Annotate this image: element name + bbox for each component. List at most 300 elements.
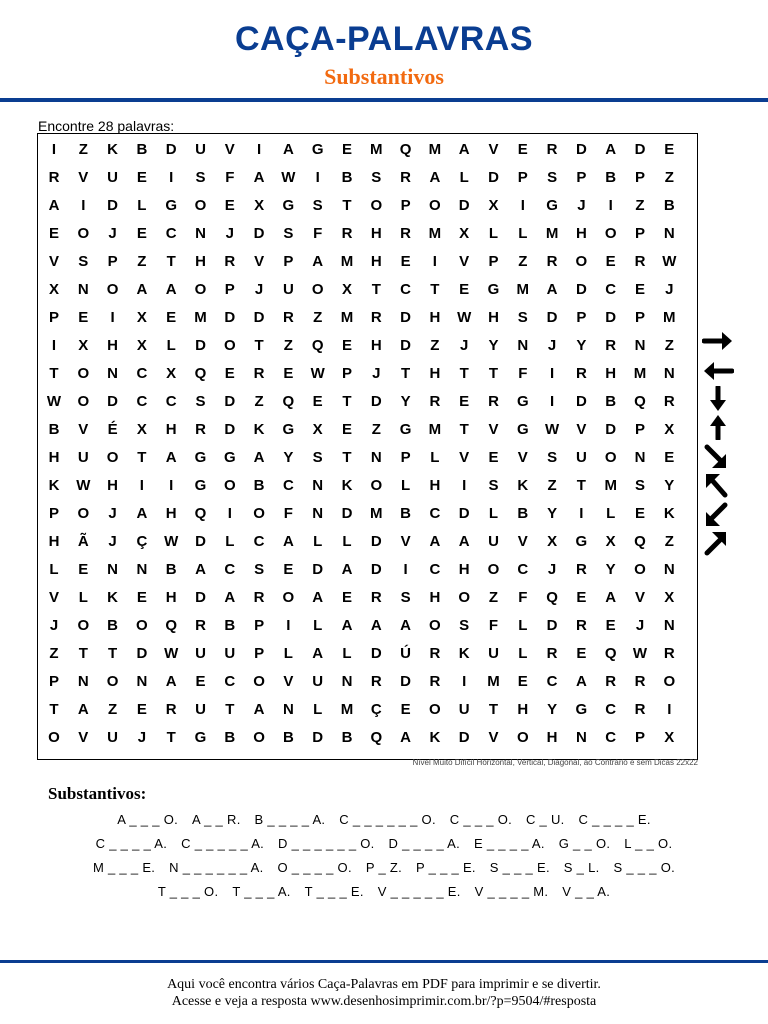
grid-letter: B: [224, 617, 236, 634]
grid-letter: Z: [108, 701, 118, 718]
grid-letter: E: [459, 393, 470, 410]
clue-row: [0, 884, 768, 899]
grid-letter: S: [78, 253, 89, 270]
grid-letter: U: [77, 449, 89, 466]
grid-letter: U: [195, 701, 206, 718]
grid-letter: X: [136, 309, 147, 326]
grid-letter: P: [48, 505, 59, 522]
grid-letter: N: [107, 365, 119, 382]
grid-letter: R: [429, 673, 441, 690]
grid-letter: A: [312, 253, 324, 270]
grid-letter: U: [312, 673, 324, 690]
grid-letter: C: [165, 225, 177, 242]
grid-letter: K: [429, 729, 441, 746]
grid-letter: E: [400, 253, 411, 270]
grid-letter: E: [166, 309, 177, 326]
grid-letter: O: [223, 337, 236, 354]
grid-letter: G: [575, 701, 588, 718]
grid-letter: U: [107, 729, 119, 746]
grid-letter: V: [459, 253, 470, 270]
grid-letter: K: [458, 645, 470, 662]
grid-letter: C: [429, 561, 441, 578]
grid-letter: R: [400, 225, 412, 242]
grid-letter: C: [165, 393, 177, 410]
grid-letter: W: [281, 169, 296, 186]
grid-letter: J: [665, 281, 674, 298]
grid-letter: R: [663, 645, 675, 662]
arrow-up-left-icon: [702, 472, 734, 498]
grid-letter: J: [49, 617, 59, 634]
grid-letter: I: [286, 617, 291, 634]
grid-letter: Y: [664, 477, 675, 494]
grid-letter: C: [253, 533, 265, 550]
clue: T _ _ _ E.: [304, 884, 364, 899]
grid-letter: C: [136, 393, 148, 410]
grid-letter: R: [253, 365, 265, 382]
grid-letter: J: [460, 337, 469, 354]
grid-letter: Y: [488, 337, 499, 354]
grid-letter: A: [136, 281, 148, 298]
grid-letter: R: [370, 673, 382, 690]
grid-letter: I: [139, 477, 144, 494]
grid-letter: Q: [194, 505, 207, 522]
grid-letter: N: [282, 701, 294, 718]
grid-letter: B: [341, 169, 353, 186]
grid-letter: D: [107, 197, 119, 214]
grid-letter: E: [459, 281, 470, 298]
grid-letter: M: [545, 225, 559, 242]
grid-letter: P: [400, 449, 411, 466]
clue: O _ _ _ _ O.: [277, 860, 352, 875]
grid-letter: B: [517, 505, 529, 522]
footer-line-1: Aqui você encontra vários Caça-Palavras em PDF para imprimir e se divertir.: [167, 977, 601, 992]
grid-letter: S: [547, 169, 558, 186]
clue-row: [0, 860, 768, 875]
grid-letter: R: [400, 169, 412, 186]
grid-letter: S: [371, 169, 382, 186]
grid-letter: E: [136, 701, 147, 718]
arrow-down-right-icon: [702, 444, 734, 470]
grid-letter: Q: [604, 645, 617, 662]
grid-letter: E: [224, 365, 235, 382]
grid-letter: E: [634, 505, 645, 522]
grid-letter: A: [165, 281, 177, 298]
clue: L _ _ O.: [624, 836, 673, 851]
grid-letter: D: [605, 421, 617, 438]
grid-letter: X: [166, 365, 177, 382]
grid-letter: D: [253, 309, 265, 326]
grid-letter: M: [633, 365, 647, 382]
grid-letter: Z: [254, 393, 264, 410]
grid-letter: H: [165, 505, 177, 522]
grid-letter: X: [664, 729, 675, 746]
arrow-up-icon: [702, 414, 734, 440]
grid-letter: P: [576, 169, 587, 186]
grid-letter: R: [575, 365, 587, 382]
grid-letter: A: [253, 169, 265, 186]
grid-letter: T: [137, 449, 147, 466]
grid-letter: K: [341, 477, 353, 494]
grid-letter: V: [48, 589, 59, 606]
grid-letter: Z: [547, 477, 557, 494]
grid-letter: I: [403, 561, 408, 578]
grid-letter: H: [370, 337, 382, 354]
grid-letter: V: [517, 449, 528, 466]
clue-row: [0, 812, 768, 827]
grid-letter: Ã: [77, 533, 89, 550]
grid-letter: W: [632, 645, 648, 662]
clue: C _ _ _ O.: [449, 812, 513, 827]
grid-letter: O: [223, 477, 236, 494]
grid-letter: S: [312, 197, 323, 214]
grid-letter: W: [164, 533, 179, 550]
grid-letter: O: [106, 673, 119, 690]
grid-letter: P: [283, 253, 294, 270]
grid-letter: Ú: [400, 645, 412, 662]
clue: A _ _ R.: [191, 812, 241, 827]
grid-letter: E: [341, 337, 352, 354]
grid-letter: L: [430, 449, 440, 466]
grid-letter: O: [77, 225, 90, 242]
grid-letter: H: [429, 477, 441, 494]
grid-letter: D: [224, 393, 236, 410]
grid-letter: Z: [313, 309, 323, 326]
grid-letter: W: [662, 253, 677, 270]
grid-letter: X: [664, 589, 675, 606]
grid-letter: Q: [370, 729, 383, 746]
grid-letter: B: [605, 393, 617, 410]
grid-letter: O: [106, 449, 119, 466]
grid-letter: E: [312, 393, 323, 410]
grid-letter: P: [341, 365, 352, 382]
grid-letter: L: [488, 225, 499, 242]
grid-letter: H: [48, 533, 60, 550]
grid-letter: E: [78, 309, 89, 326]
grid-letter: W: [310, 365, 325, 382]
grid-letter: O: [575, 253, 588, 270]
grid-letter: E: [224, 197, 235, 214]
grid-letter: G: [311, 141, 324, 158]
grid-letter: E: [341, 141, 352, 158]
grid-letter: T: [342, 197, 352, 214]
grid-letter: D: [312, 729, 324, 746]
grid-letter: L: [137, 197, 147, 214]
grid-letter: L: [342, 533, 352, 550]
clue: C _ U.: [525, 812, 565, 827]
grid-letter: Q: [634, 533, 646, 550]
grid-letter: L: [313, 617, 323, 634]
grid-letter: J: [577, 197, 586, 214]
grid-letter: E: [517, 141, 528, 158]
grid-letter: O: [106, 281, 119, 298]
grid-letter: O: [458, 589, 471, 606]
grid-letter: K: [517, 477, 529, 494]
grid-letter: D: [400, 673, 412, 690]
grid-letter: U: [107, 169, 119, 186]
grid-letter: A: [341, 617, 353, 634]
grid-letter: D: [458, 729, 470, 746]
grid-letter: H: [107, 337, 119, 354]
grid-letter: O: [48, 729, 60, 746]
grid-letter: Z: [664, 533, 674, 550]
grid-letter: R: [605, 337, 617, 354]
grid-letter: M: [428, 141, 442, 158]
grid-letter: G: [575, 533, 588, 550]
grid-letter: D: [136, 645, 148, 662]
grid-letter: D: [546, 617, 558, 634]
grid-letter: H: [165, 589, 177, 606]
grid-letter: G: [546, 197, 558, 214]
grid-letter: J: [254, 281, 264, 298]
grid-letter: X: [664, 421, 675, 438]
clue: C _ _ _ _ E.: [578, 812, 651, 827]
grid-letter: I: [520, 197, 525, 214]
grid-letter: V: [254, 253, 265, 270]
grid-letter: O: [604, 449, 617, 466]
grid-letter: A: [605, 141, 617, 158]
grid-letter: E: [136, 169, 147, 186]
grid-letter: D: [370, 561, 382, 578]
grid-letter: M: [370, 141, 383, 158]
grid-letter: T: [108, 645, 118, 662]
grid-letter: T: [459, 421, 469, 438]
grid-letter: L: [49, 561, 59, 578]
grid-letter: F: [518, 589, 528, 606]
grid-letter: H: [458, 561, 470, 578]
grid-letter: I: [51, 337, 57, 354]
grid-letter: C: [517, 561, 529, 578]
grid-letter: E: [78, 561, 89, 578]
grid-letter: H: [429, 365, 441, 382]
grid-letter: O: [136, 617, 148, 634]
grid-letter: L: [225, 533, 235, 550]
grid-letter: R: [429, 645, 441, 662]
grid-letter: T: [430, 281, 440, 298]
grid-letter: R: [546, 141, 558, 158]
grid-letter: K: [253, 421, 265, 438]
grid-letter: E: [576, 589, 587, 606]
grid-letter: Y: [576, 337, 587, 354]
grid-letter: T: [576, 477, 586, 494]
clue: T _ _ _ A.: [232, 884, 291, 899]
grid-letter: O: [282, 589, 295, 606]
grid-letter: T: [488, 365, 499, 382]
instructions: Encontre 28 palavras:: [38, 118, 175, 134]
arrow-down-icon: [702, 386, 734, 412]
grid-letter: Q: [311, 337, 324, 354]
grid-letter: J: [137, 729, 147, 746]
grid-letter: E: [517, 673, 528, 690]
grid-letter: R: [488, 393, 499, 410]
grid-letter: R: [605, 673, 617, 690]
grid-letter: S: [195, 169, 206, 186]
grid-letter: A: [341, 561, 353, 578]
grid-letter: U: [458, 701, 470, 718]
clue: D _ _ _ _ _ _ O.: [278, 836, 375, 851]
grid-letter: O: [429, 617, 441, 634]
grid-letter: N: [195, 225, 206, 242]
grid-letter: W: [46, 393, 62, 410]
grid-letter: B: [663, 197, 675, 214]
grid-letter: F: [225, 169, 235, 186]
clue: C _ _ _ _ _ A.: [181, 836, 265, 851]
grid-letter: B: [282, 729, 294, 746]
grid-letter: O: [516, 729, 529, 746]
grid-letter: L: [518, 617, 528, 634]
grid-letter: N: [663, 617, 675, 634]
grid-letter: E: [400, 701, 411, 718]
grid-letter: Z: [137, 253, 147, 270]
grid-letter: R: [546, 253, 558, 270]
grid-letter: G: [516, 421, 529, 438]
grid-letter: H: [517, 701, 529, 718]
grid-letter: O: [77, 365, 90, 382]
grid-letter: A: [575, 673, 587, 690]
grid-letter: X: [341, 281, 352, 298]
grid-letter: O: [77, 505, 90, 522]
grid-letter: M: [340, 701, 354, 718]
grid-letter: C: [605, 701, 617, 718]
clue: N _ _ _ _ _ _ A.: [169, 860, 264, 875]
grid-letter: E: [136, 589, 147, 606]
grid-letter: M: [663, 309, 676, 326]
grid-letter: S: [195, 393, 206, 410]
grid-letter: W: [545, 421, 560, 438]
grid-letter: D: [195, 533, 206, 550]
grid-letter: T: [166, 729, 176, 746]
grid-letter: D: [575, 393, 587, 410]
grid-letter: U: [195, 141, 206, 158]
clue: A _ _ _ O.: [117, 812, 179, 827]
grid-letter: P: [634, 421, 645, 438]
grid-letter: J: [547, 561, 557, 578]
grid-letter: X: [254, 197, 265, 214]
grid-letter: O: [253, 673, 265, 690]
grid-letter: V: [488, 141, 499, 158]
grid-letter: B: [341, 729, 353, 746]
grid-letter: T: [49, 701, 59, 718]
grid-letter: T: [371, 281, 381, 298]
grid-letter: D: [370, 393, 382, 410]
grid-letter: O: [663, 673, 676, 690]
grid-letter: Z: [635, 197, 645, 214]
grid-letter: A: [253, 449, 265, 466]
grid-letter: R: [575, 617, 587, 634]
grid-letter: D: [107, 393, 119, 410]
grid-letter: M: [487, 673, 500, 690]
grid-letter: O: [604, 225, 617, 242]
grid-letter: S: [547, 449, 558, 466]
clue: E _ _ _ _ A.: [473, 836, 545, 851]
grid-letter: W: [457, 309, 472, 326]
grid-letter: H: [429, 309, 441, 326]
grid-letter: I: [169, 169, 174, 186]
grid-letter: D: [224, 309, 236, 326]
grid-letter: C: [605, 729, 617, 746]
grid-letter: A: [605, 589, 617, 606]
grid-letter: O: [77, 617, 90, 634]
grid-letter: R: [253, 589, 265, 606]
grid-letter: X: [136, 421, 147, 438]
page-subtitle: Substantivos: [324, 64, 444, 89]
grid-letter: M: [370, 505, 383, 522]
grid-letter: V: [634, 589, 645, 606]
grid-letter: B: [253, 477, 265, 494]
grid-letter: T: [254, 337, 264, 354]
grid-letter: N: [136, 673, 148, 690]
difficulty-note: Nível Muito Difícil Horizontal, Vertical, Diagonal, ao Contrário e sem Dicas 22x22: [412, 758, 698, 767]
grid-letter: T: [401, 365, 411, 382]
grid-letter: P: [576, 309, 587, 326]
grid-letter: H: [575, 225, 587, 242]
grid-letter: R: [195, 617, 206, 634]
grid-letter: R: [429, 393, 441, 410]
grid-letter: A: [312, 589, 324, 606]
grid-letter: P: [400, 197, 411, 214]
grid-letter: Y: [547, 505, 558, 522]
grid-letter: C: [282, 477, 294, 494]
grid-letter: B: [165, 561, 177, 578]
grid-letter: E: [283, 561, 294, 578]
grid-letter: I: [169, 477, 174, 494]
grid-letter: G: [487, 281, 500, 298]
grid-letter: I: [462, 477, 467, 494]
clue: G _ _ O.: [558, 836, 611, 851]
grid-letter: U: [282, 281, 294, 298]
grid-letter: T: [166, 253, 176, 270]
word-search-grid: [37, 133, 698, 760]
grid-letter: H: [546, 729, 558, 746]
grid-letter: I: [81, 197, 86, 214]
grid-letter: G: [223, 449, 236, 466]
grid-letter: O: [370, 477, 383, 494]
grid-letter: W: [164, 645, 179, 662]
grid-letter: V: [400, 533, 411, 550]
grid-letter: U: [488, 533, 499, 550]
grid-letter: Z: [78, 141, 88, 158]
grid-letter: E: [136, 225, 147, 242]
grid-letter: J: [108, 225, 117, 242]
grid-letter: R: [48, 169, 60, 186]
grid-letter: N: [663, 561, 675, 578]
grid-letter: F: [283, 505, 293, 522]
grid-letter: H: [370, 225, 382, 242]
grid-letter: T: [342, 393, 352, 410]
grid-letter: I: [462, 673, 467, 690]
grid-letter: D: [400, 309, 412, 326]
grid-letter: G: [516, 393, 529, 410]
grid-letter: U: [195, 645, 206, 662]
grid-letter: U: [488, 645, 499, 662]
grid-letter: P: [48, 673, 59, 690]
grid-letter: A: [400, 617, 412, 634]
grid-letter: O: [77, 393, 90, 410]
grid-letter: H: [195, 253, 206, 270]
grid-letter: A: [136, 505, 148, 522]
clue: C _ _ _ _ _ _ O.: [339, 812, 436, 827]
grid-letter: Z: [371, 421, 381, 438]
grid-letter: P: [224, 281, 235, 298]
grid-letter: X: [605, 533, 616, 550]
arrow-up-right-icon: [702, 530, 734, 556]
grid-letter: I: [550, 393, 555, 410]
grid-letter: R: [546, 645, 558, 662]
grid-letter: H: [605, 365, 617, 382]
grid-letter: D: [195, 337, 206, 354]
grid-letter: A: [546, 281, 558, 298]
grid-letter: S: [400, 589, 411, 606]
grid-letter: G: [282, 421, 295, 438]
